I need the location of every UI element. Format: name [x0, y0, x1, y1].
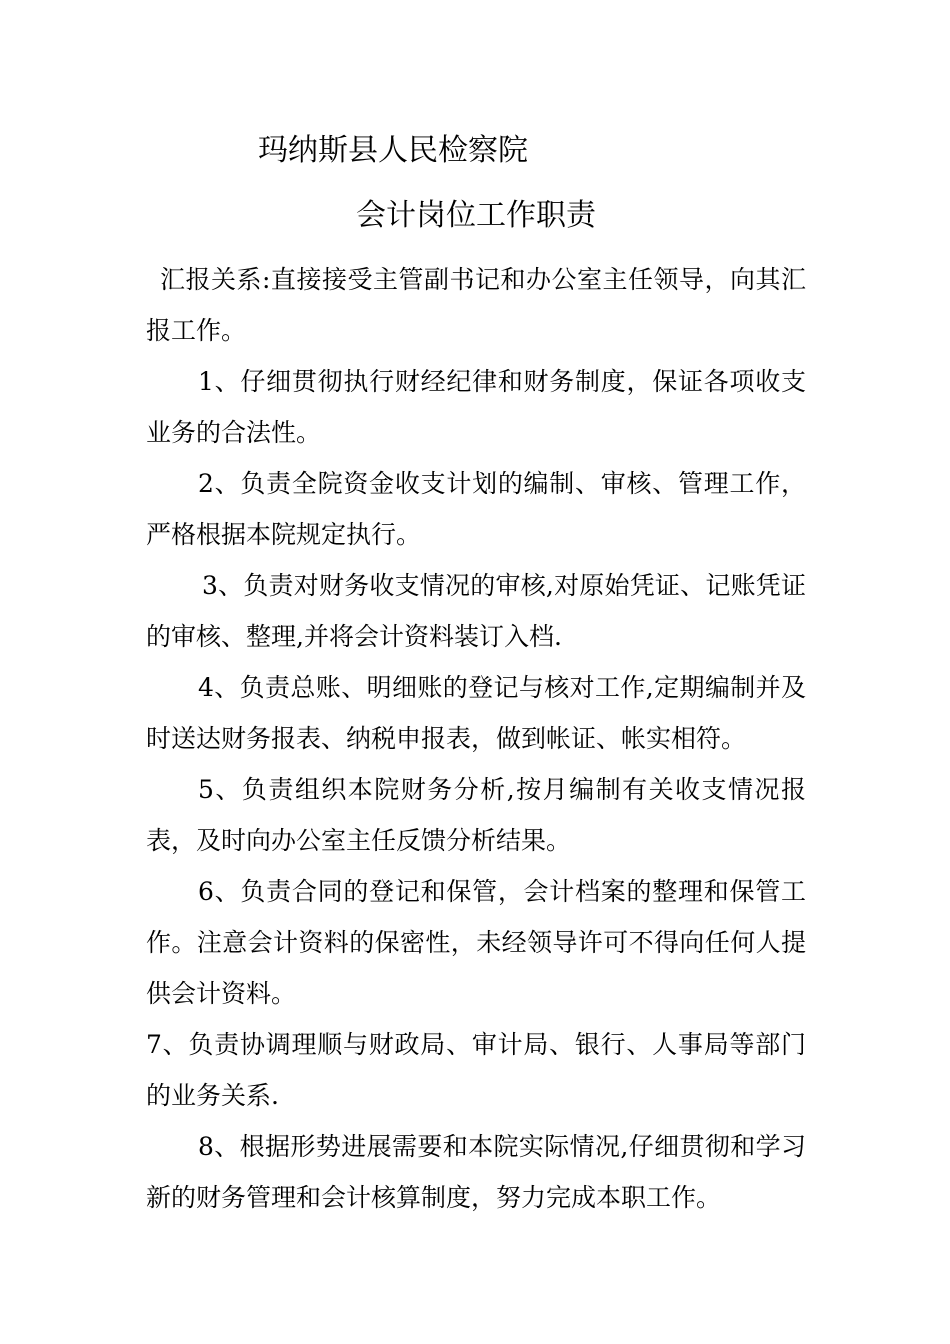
organization-title: 玛纳斯县人民检察院: [258, 133, 528, 168]
duty-item-4: 4、负责总账、明细账的登记与核对工作,定期编制并及时送达财务报表、纳税申报表，做到帐证、帐实相符。: [146, 673, 806, 753]
duty-item-6: 6、负责合同的登记和保管，会计档案的整理和保管工作。注意会计资料的保密性，未经领导许可不得向任何人提供会计资料。: [146, 877, 806, 1008]
reporting-relationship-paragraph: 汇报关系:直接接受主管副书记和办公室主任领导，向其汇报工作。: [146, 265, 806, 345]
document-title: 会计岗位工作职责: [356, 198, 596, 233]
duty-item-8: 8、根据形势进展需要和本院实际情况,仔细贯彻和学习新的财务管理和会计核算制度，努力完成本职工作。: [146, 1132, 806, 1212]
duty-item-2: 2、负责全院资金收支计划的编制、审核、管理工作，严格根据本院规定执行。: [146, 469, 806, 549]
duty-item-3: 3、负责对财务收支情况的审核,对原始凭证、记账凭证的审核、整理,并将会计资料装订入档.: [146, 571, 806, 651]
document-body: [146, 254, 806, 1223]
duty-item-1: 1、仔细贯彻执行财经纪律和财务制度，保证各项收支业务的合法性。: [146, 367, 806, 447]
duty-item-5: 5、负责组织本院财务分析,按月编制有关收支情况报表，及时向办公室主任反馈分析结果。: [146, 775, 806, 855]
duty-item-7: 7、负责协调理顺与财政局、审计局、银行、人事局等部门的业务关系.: [146, 1030, 806, 1110]
